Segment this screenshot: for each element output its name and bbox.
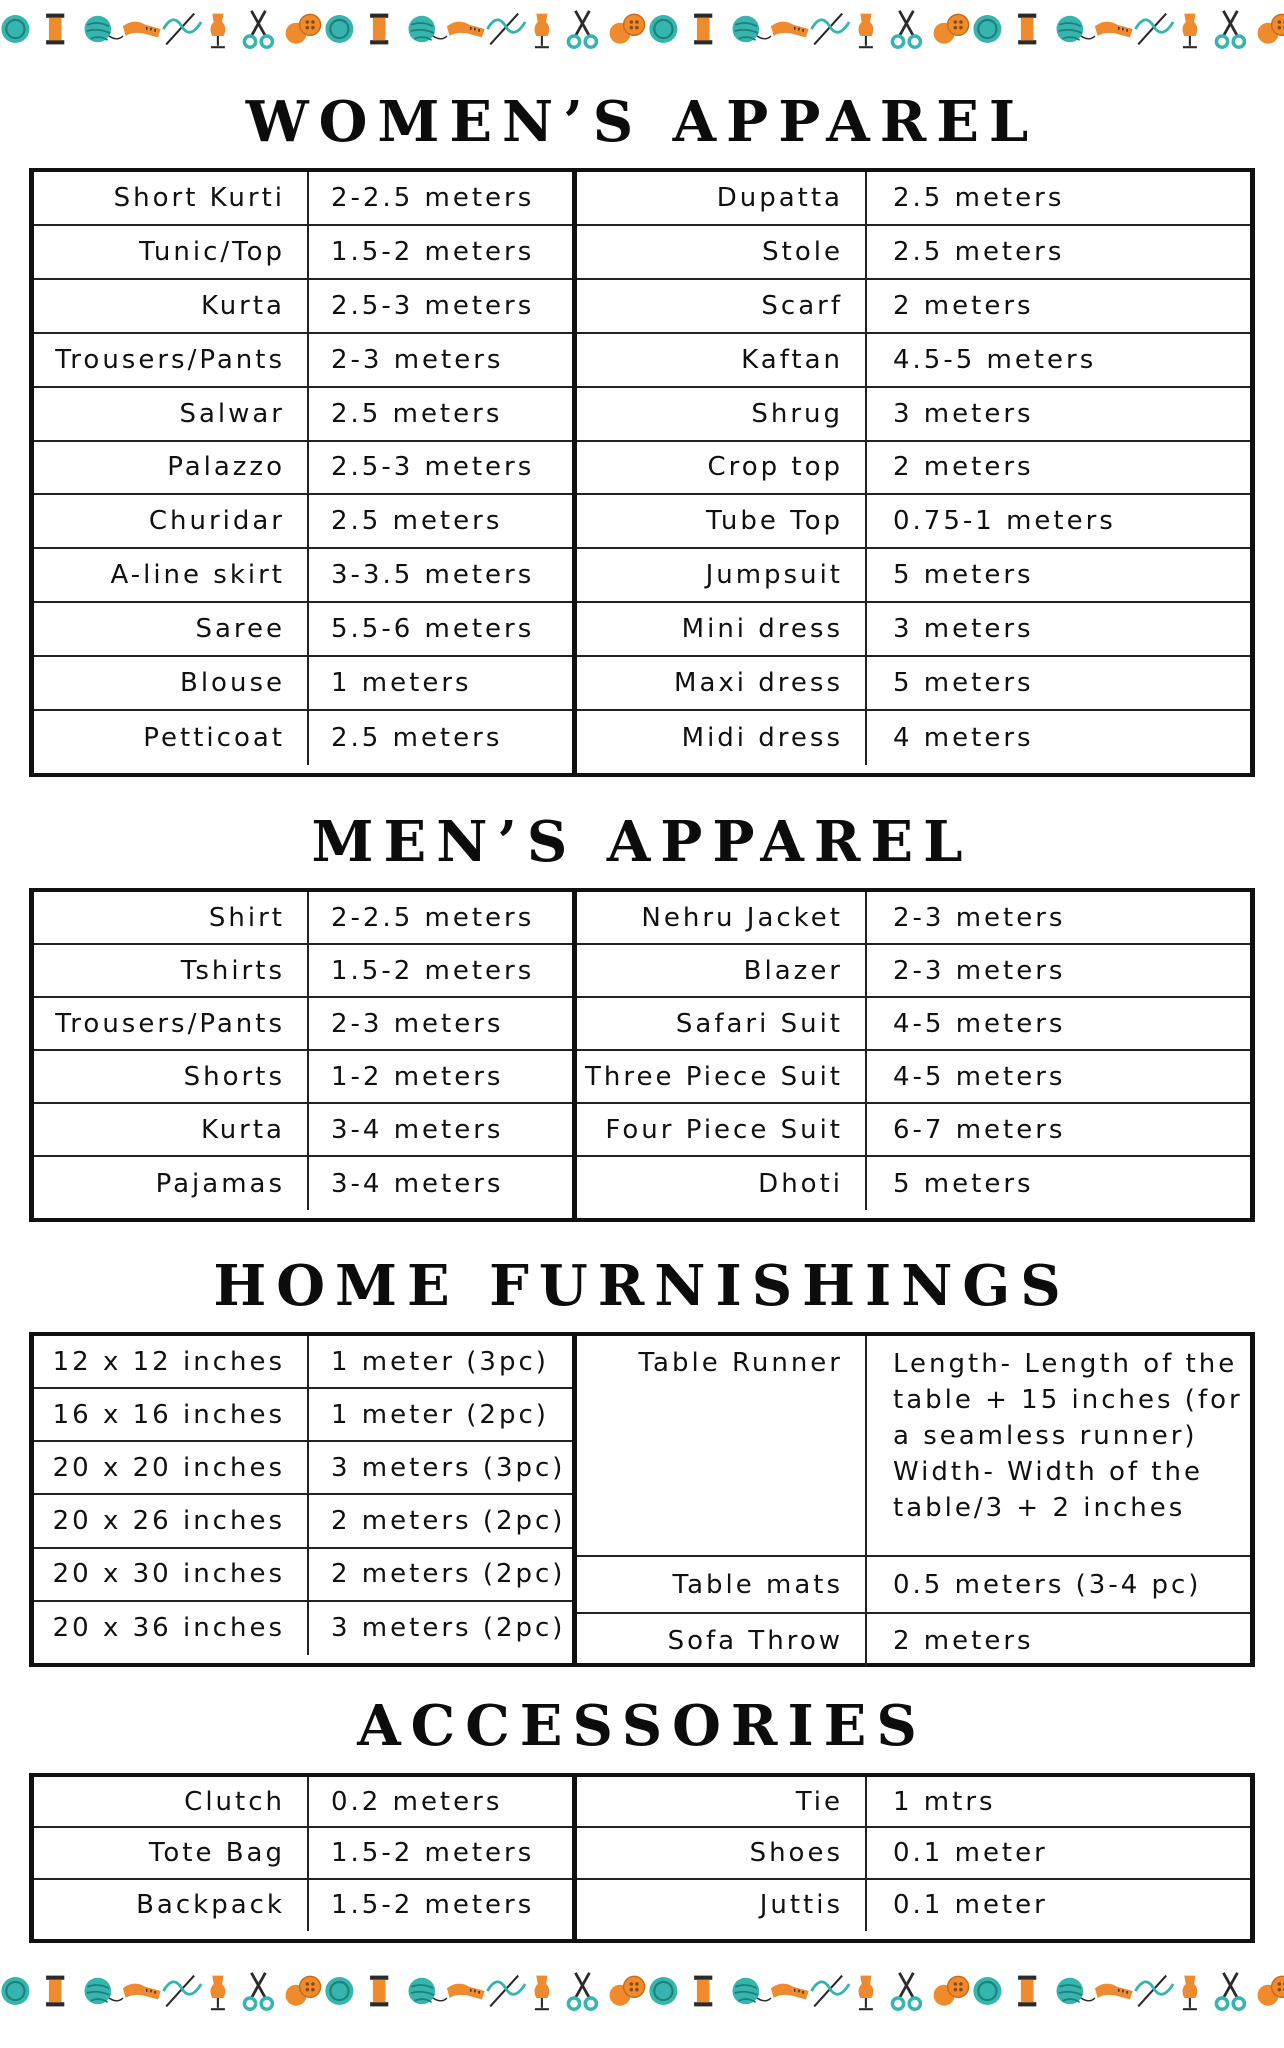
womens-apparel-right-column — [577, 172, 1250, 773]
thread-spool-icon — [46, 14, 64, 45]
table-row — [34, 1104, 572, 1157]
thread-spool-icon — [694, 14, 712, 45]
table-row — [577, 711, 1250, 765]
table-row — [34, 711, 572, 765]
measuring-tape-icon — [1095, 1984, 1133, 2000]
scissors-icon — [892, 1973, 920, 2009]
buttons-icon — [1258, 14, 1284, 43]
item-name: Blouse — [34, 657, 309, 709]
fabric-amount: 6-7 meters — [893, 1114, 1066, 1145]
fabric-amount: 4-5 meters — [893, 1008, 1066, 1039]
table-row — [577, 945, 1250, 998]
table-row — [577, 1828, 1250, 1879]
table-row — [34, 1157, 572, 1210]
item-name: Backpack — [34, 1880, 309, 1931]
table-row — [34, 603, 572, 657]
fabric-amount: 4.5-5 meters — [893, 344, 1097, 375]
fabric-amount: 1 meter (2pc) — [331, 1399, 549, 1430]
table-row — [577, 998, 1250, 1051]
accessories-table — [29, 1773, 1255, 1943]
fabric-amount: 1.5-2 meters — [331, 236, 535, 267]
bottom-border-strip — [0, 1968, 1284, 2034]
fabric-amount: 5 meters — [893, 560, 1034, 591]
yarn-ball-icon — [1057, 16, 1096, 43]
yarn-button-icon — [1, 15, 29, 43]
item-name: 20 x 30 inches — [34, 1549, 309, 1600]
fabric-amount: 2.5-3 meters — [331, 452, 535, 483]
dress-form-icon — [211, 14, 226, 48]
table-row — [34, 1777, 572, 1828]
item-name: Churidar — [34, 495, 309, 547]
fabric-amount: 4-5 meters — [893, 1061, 1066, 1092]
fabric-amount: 2.5 meters — [331, 723, 503, 754]
yarn-ball-icon — [733, 1978, 772, 2005]
top-border-strip — [0, 6, 1284, 72]
dress-form-icon — [211, 1976, 226, 2010]
thread-spool-icon — [694, 1976, 712, 2007]
item-name: Short Kurti — [34, 172, 309, 224]
fabric-amount: 5.5-6 meters — [331, 614, 535, 645]
fabric-amount: Length- Length of the table + 15 inches (for a seamless runner) Width- Width of the table/3 + 2 inches — [893, 1349, 1243, 1523]
table-row — [577, 1157, 1250, 1210]
table-row — [34, 226, 572, 280]
fabric-amount: 2.5 meters — [893, 182, 1065, 213]
fabric-amount: 1.5-2 meters — [331, 1837, 535, 1868]
scissors-icon — [244, 1973, 272, 2009]
fabric-amount: 1 mtrs — [893, 1786, 996, 1817]
table-row — [34, 1828, 572, 1879]
yarn-ball-icon — [733, 16, 772, 43]
dress-form-icon — [859, 14, 874, 48]
table-row — [34, 442, 572, 496]
needle-icon — [487, 14, 525, 45]
fabric-amount: 0.5 meters (3-4 pc) — [893, 1569, 1202, 1600]
yarn-ball-icon — [409, 1978, 448, 2005]
fabric-amount: 0.2 meters — [331, 1786, 503, 1817]
table-row — [577, 657, 1250, 711]
needle-icon — [487, 1976, 525, 2007]
mens-apparel-table — [29, 888, 1255, 1222]
fabric-amount: 2-3 meters — [893, 955, 1066, 986]
item-name: Scarf — [577, 280, 867, 332]
scissors-icon — [1216, 11, 1244, 47]
item-name: Trousers/Pants — [34, 334, 309, 386]
table-row — [34, 1336, 572, 1389]
fabric-amount: 2.5 meters — [893, 236, 1065, 267]
item-name: Shorts — [34, 1051, 309, 1102]
needle-icon — [163, 1976, 201, 2007]
yarn-button-icon — [649, 15, 677, 43]
item-name: 20 x 36 inches — [34, 1602, 309, 1655]
thread-spool-icon — [370, 14, 388, 45]
item-name: Kaftan — [577, 334, 867, 386]
thread-spool-icon — [1018, 14, 1036, 45]
table-row — [577, 226, 1250, 280]
fabric-amount: 2-2.5 meters — [331, 902, 535, 933]
item-name: Blazer — [577, 945, 867, 996]
fabric-amount: 2.5-3 meters — [331, 290, 535, 321]
needle-icon — [811, 1976, 849, 2007]
item-name: 12 x 12 inches — [34, 1336, 309, 1387]
fabric-amount: 3-4 meters — [331, 1114, 504, 1145]
thread-spool-icon — [1018, 1976, 1036, 2007]
section-title-womens-apparel: WOMEN’S APPAREL — [245, 89, 1039, 155]
thread-spool-icon — [370, 1976, 388, 2007]
item-name: Kurta — [34, 280, 309, 332]
fabric-amount: 3 meters (3pc) — [331, 1452, 566, 1483]
item-name: Safari Suit — [577, 998, 867, 1049]
scissors-icon — [568, 1973, 596, 2009]
table-row — [577, 442, 1250, 496]
item-name: Shrug — [577, 388, 867, 440]
table-row — [577, 280, 1250, 334]
table-row — [577, 388, 1250, 442]
home-furnishings-right-column — [577, 1336, 1250, 1663]
scissors-icon — [1216, 1973, 1244, 2009]
fabric-amount: 1.5-2 meters — [331, 955, 535, 986]
table-row — [577, 549, 1250, 603]
buttons-icon — [610, 14, 645, 43]
table-row — [34, 657, 572, 711]
fabric-amount: 1-2 meters — [331, 1061, 504, 1092]
buttons-icon — [610, 1976, 645, 2005]
item-name: Tie — [577, 1777, 867, 1826]
mens-apparel-left-column — [34, 892, 572, 1218]
item-name: Jumpsuit — [577, 549, 867, 601]
item-name: Dupatta — [577, 172, 867, 224]
fabric-amount: 0.75-1 meters — [893, 506, 1116, 537]
section-title-accessories: ACCESSORIES — [357, 1693, 927, 1759]
accessories-left-column — [34, 1777, 572, 1939]
dress-form-icon — [859, 1976, 874, 2010]
item-name: Sofa Throw — [577, 1614, 867, 1667]
womens-apparel-table — [29, 168, 1255, 777]
item-name: Pajamas — [34, 1157, 309, 1210]
table-row — [577, 1880, 1250, 1931]
table-row — [34, 1442, 572, 1495]
home-furnishings-table — [29, 1332, 1255, 1667]
item-name: Table Runner — [577, 1336, 867, 1555]
item-name: Tote Bag — [34, 1828, 309, 1877]
yarn-ball-icon — [409, 16, 448, 43]
home-furnishings-left-column — [34, 1336, 572, 1663]
item-name: Table mats — [577, 1557, 867, 1612]
needle-icon — [1135, 1976, 1173, 2007]
table-row — [34, 945, 572, 998]
fabric-amount: 2 meters (2pc) — [331, 1559, 566, 1590]
fabric-amount: 1 meters — [331, 668, 472, 699]
table-row — [577, 495, 1250, 549]
table-row — [34, 892, 572, 945]
yarn-button-icon — [325, 1977, 353, 2005]
fabric-amount: 4 meters — [893, 723, 1034, 754]
fabric-amount: 2 meters — [893, 1625, 1034, 1656]
item-name: Trousers/Pants — [34, 998, 309, 1049]
sewing-icons-border — [0, 6, 1284, 72]
yarn-button-icon — [649, 1977, 677, 2005]
fabric-amount: 2 meters — [893, 290, 1034, 321]
table-row — [34, 1389, 572, 1442]
item-name: Crop top — [577, 442, 867, 494]
table-row — [34, 1549, 572, 1602]
yarn-button-icon — [325, 15, 353, 43]
table-row — [577, 892, 1250, 945]
section-title-mens-apparel: MEN’S APPAREL — [311, 809, 973, 875]
fabric-amount: 3 meters — [893, 398, 1034, 429]
measuring-tape-icon — [447, 1984, 485, 2000]
item-name: Salwar — [34, 388, 309, 440]
needle-icon — [811, 14, 849, 45]
table-row — [577, 603, 1250, 657]
item-name: Nehru Jacket — [577, 892, 867, 943]
table-row — [34, 495, 572, 549]
fabric-amount: 0.1 meter — [893, 1837, 1048, 1868]
fabric-amount: 2 meters (2pc) — [331, 1506, 566, 1537]
fabric-amount: 2.5 meters — [331, 506, 503, 537]
table-row — [34, 1495, 572, 1548]
mens-apparel-right-column — [577, 892, 1250, 1218]
item-name: Dhoti — [577, 1157, 867, 1210]
table-row — [34, 549, 572, 603]
needle-icon — [163, 14, 201, 45]
buttons-icon — [934, 1976, 969, 2005]
item-name: Juttis — [577, 1880, 867, 1931]
yarn-ball-icon — [85, 16, 124, 43]
measuring-tape-icon — [123, 22, 161, 38]
yarn-ball-icon — [85, 1978, 124, 2005]
item-name: Shirt — [34, 892, 309, 943]
section-title-home-furnishings: HOME FURNISHINGS — [213, 1253, 1071, 1319]
yarn-button-icon — [973, 1977, 1001, 2005]
item-name: 16 x 16 inches — [34, 1389, 309, 1440]
item-name: Tunic/Top — [34, 226, 309, 278]
item-name: Tube Top — [577, 495, 867, 547]
table-row — [34, 172, 572, 226]
scissors-icon — [244, 11, 272, 47]
fabric-amount: 2-3 meters — [893, 902, 1066, 933]
dress-form-icon — [535, 14, 550, 48]
fabric-amount: 3-3.5 meters — [331, 560, 535, 591]
fabric-amount: 5 meters — [893, 1168, 1034, 1199]
table-row — [577, 1336, 1250, 1557]
measuring-tape-icon — [1095, 22, 1133, 38]
fabric-amount: 2 meters — [893, 452, 1034, 483]
fabric-amount: 3-4 meters — [331, 1168, 504, 1199]
table-row — [577, 334, 1250, 388]
table-row — [577, 1777, 1250, 1828]
womens-apparel-left-column — [34, 172, 572, 773]
item-name: 20 x 26 inches — [34, 1495, 309, 1546]
table-row — [34, 1602, 572, 1655]
item-name: Maxi dress — [577, 657, 867, 709]
table-row — [577, 172, 1250, 226]
yarn-ball-icon — [1057, 1978, 1096, 2005]
item-name: A-line skirt — [34, 549, 309, 601]
sewing-icons-border — [0, 1968, 1284, 2034]
fabric-amount: 1 meter (3pc) — [331, 1346, 549, 1377]
needle-icon — [1135, 14, 1173, 45]
item-name: Mini dress — [577, 603, 867, 655]
table-row — [34, 388, 572, 442]
dress-form-icon — [535, 1976, 550, 2010]
scissors-icon — [568, 11, 596, 47]
buttons-icon — [286, 14, 321, 43]
item-name: Shoes — [577, 1828, 867, 1877]
item-name: Four Piece Suit — [577, 1104, 867, 1155]
dress-form-icon — [1183, 1976, 1198, 2010]
item-name: 20 x 20 inches — [34, 1442, 309, 1493]
fabric-amount: 1.5-2 meters — [331, 1890, 535, 1921]
table-row — [577, 1051, 1250, 1104]
item-name: Midi dress — [577, 711, 867, 765]
table-row — [34, 1051, 572, 1104]
table-row — [34, 280, 572, 334]
dress-form-icon — [1183, 14, 1198, 48]
item-name: Tshirts — [34, 945, 309, 996]
fabric-amount: 3 meters (2pc) — [331, 1613, 566, 1644]
measuring-tape-icon — [123, 1984, 161, 2000]
table-row — [577, 1557, 1250, 1614]
item-name: Petticoat — [34, 711, 309, 765]
buttons-icon — [934, 14, 969, 43]
item-name: Saree — [34, 603, 309, 655]
item-name: Stole — [577, 226, 867, 278]
fabric-amount: 5 meters — [893, 668, 1034, 699]
table-row — [34, 1880, 572, 1931]
item-name: Palazzo — [34, 442, 309, 494]
item-name: Three Piece Suit — [577, 1051, 867, 1102]
measuring-tape-icon — [447, 22, 485, 38]
fabric-amount: 3 meters — [893, 614, 1034, 645]
fabric-amount: 2-2.5 meters — [331, 182, 535, 213]
item-name: Kurta — [34, 1104, 309, 1155]
table-row — [34, 998, 572, 1051]
yarn-button-icon — [973, 15, 1001, 43]
yarn-button-icon — [1, 1977, 29, 2005]
buttons-icon — [1258, 1976, 1284, 2005]
item-name: Clutch — [34, 1777, 309, 1826]
scissors-icon — [892, 11, 920, 47]
thread-spool-icon — [46, 1976, 64, 2007]
accessories-right-column — [577, 1777, 1250, 1939]
measuring-tape-icon — [771, 22, 809, 38]
fabric-amount: 0.1 meter — [893, 1890, 1048, 1921]
table-row — [577, 1614, 1250, 1667]
buttons-icon — [286, 1976, 321, 2005]
fabric-amount: 2.5 meters — [331, 398, 503, 429]
table-row — [577, 1104, 1250, 1157]
fabric-amount: 2-3 meters — [331, 344, 504, 375]
fabric-amount: 2-3 meters — [331, 1008, 504, 1039]
table-row — [34, 334, 572, 388]
measuring-tape-icon — [771, 1984, 809, 2000]
